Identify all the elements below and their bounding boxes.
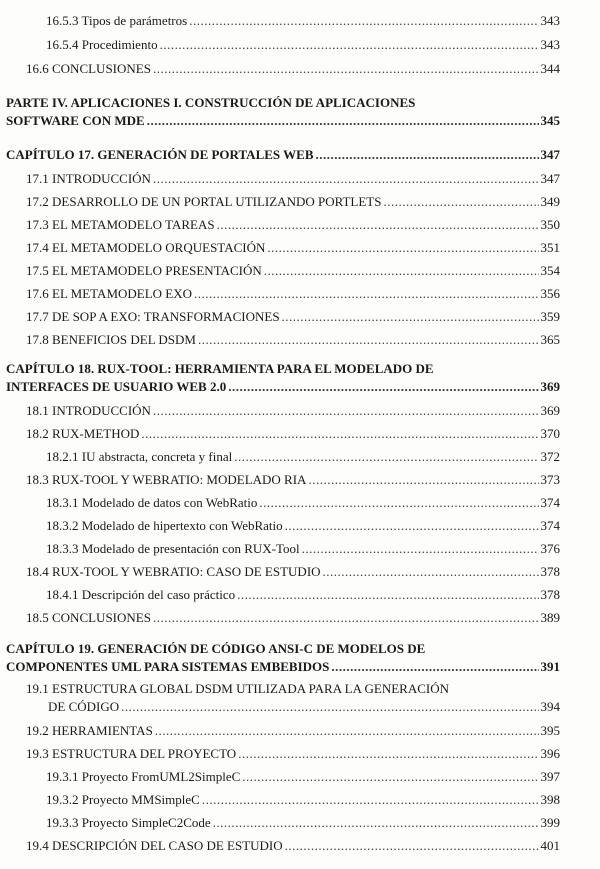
toc-entry-page: 343: [540, 37, 560, 52]
dot-leader: [316, 146, 539, 164]
toc-entry-19-3-1: [46, 768, 560, 786]
toc-entry-title: 17.6 EL METAMODELO EXO: [26, 286, 193, 301]
toc-entry-title: 16.5.3 Tipos de parámetros: [46, 13, 188, 28]
dot-leader: [259, 494, 538, 512]
dot-leader: [141, 425, 538, 443]
toc-entry-title: 18.3.1 Modelado de datos con WebRatio: [46, 495, 258, 510]
dot-leader: [121, 698, 538, 716]
toc-entry-18-4-1: [46, 586, 560, 604]
toc-entry-page: 394: [540, 699, 560, 714]
toc-entry-title: 18.2.1 IU abstracta, concreta y final: [46, 449, 233, 464]
toc-entry-page: 347: [540, 171, 560, 186]
toc-entry-19-3: [26, 745, 560, 763]
dot-leader: [198, 331, 539, 349]
toc-entry-page: 343: [540, 13, 560, 28]
toc-entry-title: 18.3.2 Modelado de hipertexto con WebRatio: [46, 518, 283, 533]
dot-leader: [285, 517, 539, 535]
chapter-19-heading-line1: CAPÍTULO 19. GENERACIÓN DE CÓDIGO ANSI-C DE MODELOS DE: [6, 641, 426, 656]
toc-entry-page: 391: [540, 659, 560, 674]
toc-entry-title: 18.3.3 Modelado de presentación con RUX-Tool: [46, 541, 300, 556]
toc-entry-17-8: [26, 331, 560, 349]
dot-leader: [153, 170, 539, 188]
toc-entry-18-3: [26, 471, 560, 489]
dot-leader: [194, 285, 538, 303]
toc-entry-page: 401: [540, 838, 560, 853]
toc-entry-title: 19.3.1 Proyecto FromUML2SimpleC: [46, 769, 241, 784]
toc-entry-title: 17.8 BENEFICIOS DEL DSDM: [26, 332, 196, 347]
dot-leader: [267, 239, 538, 257]
section-19-1-line1: 19.1 ESTRUCTURA GLOBAL DSDM UTILIZADA PARA LA GENERACIÓN: [26, 681, 450, 696]
toc-entry-18-3-1: [46, 494, 560, 512]
dot-leader: [217, 216, 539, 234]
dot-leader: [202, 791, 539, 809]
toc-entry-title: 16.6 CONCLUSIONES: [26, 61, 151, 76]
toc-entry-page: 349: [540, 194, 560, 209]
dot-leader: [234, 448, 538, 466]
toc-entry-title: 17.5 EL METAMODELO PRESENTACIÓN: [26, 263, 262, 278]
dot-leader: [153, 60, 539, 78]
toc-entry-19-4: [26, 837, 560, 855]
toc-entry-page: 351: [540, 240, 560, 255]
toc-entry-18-3-3: [46, 540, 560, 558]
toc-entry-18-1: [26, 402, 560, 420]
dot-leader: [228, 378, 538, 396]
toc-entry-17-1: [26, 170, 560, 188]
toc-entry-page: 374: [540, 495, 560, 510]
toc-entry-title: SOFTWARE CON MDE: [6, 113, 145, 128]
toc-entry-title: 19.4 DESCRIPCIÓN DEL CASO DE ESTUDIO: [26, 838, 283, 853]
dot-leader: [264, 262, 539, 280]
toc-entry-title: 19.3 ESTRUCTURA DEL PROYECTO: [26, 746, 237, 761]
toc-entry-page: 365: [540, 332, 560, 347]
toc-entry-19-3-2: [46, 791, 560, 809]
dot-leader: [147, 112, 539, 130]
toc-entry-title: 16.5.4 Procedimiento: [46, 37, 158, 52]
toc-entry-title: COMPONENTES UML PARA SISTEMAS EMBEBIDOS: [6, 659, 330, 674]
toc-entry-title: CAPÍTULO 17. GENERACIÓN DE PORTALES WEB: [6, 147, 314, 162]
toc-entry-title: DE CÓDIGO: [48, 699, 120, 714]
toc-entry-title: 18.4.1 Descripción del caso práctico: [46, 587, 236, 602]
toc-entry-page: 374: [540, 518, 560, 533]
toc-entry-17-6: [26, 285, 560, 303]
toc-entry-page: 350: [540, 217, 560, 232]
toc-entry-17-2: [26, 193, 560, 211]
dot-leader: [242, 768, 538, 786]
toc-entry-page: 376: [540, 541, 560, 556]
toc-entry-19-1: [48, 698, 560, 716]
toc-entry-title: 18.5 CONCLUSIONES: [26, 610, 151, 625]
toc-entry-title: 19.3.2 Proyecto MMSimpleC: [46, 792, 200, 807]
toc-entry-chapter-17: [6, 146, 560, 164]
toc-entry-16-5-3: [46, 12, 560, 30]
dot-leader: [189, 12, 538, 30]
toc-entry-17-7: [26, 308, 560, 326]
toc-entry-16-5-4: [46, 36, 560, 54]
dot-leader: [238, 745, 538, 763]
toc-entry-page: 378: [540, 587, 560, 602]
toc-entry-page: 356: [540, 286, 560, 301]
toc-entry-page: 373: [540, 472, 560, 487]
toc-entry-title: 17.2 DESARROLLO DE UN PORTAL UTILIZANDO PORTLETS: [26, 194, 382, 209]
toc-entry-title: 17.4 EL METAMODELO ORQUESTACIÓN: [26, 240, 266, 255]
toc-entry-page: 359: [540, 309, 560, 324]
toc-entry-title: 19.2 HERRAMIENTAS: [26, 723, 153, 738]
dot-leader: [285, 837, 539, 855]
toc-entry-chapter-19: [6, 658, 560, 676]
toc-entry-page: 369: [540, 403, 560, 418]
toc-entry-page: 345: [540, 113, 560, 128]
dot-leader: [383, 193, 538, 211]
toc-entry-title: 19.3.3 Proyecto SimpleC2Code: [46, 815, 211, 830]
dot-leader: [308, 471, 538, 489]
dot-leader: [213, 814, 539, 832]
toc-entry-page: 347: [540, 147, 560, 162]
toc-entry-title: INTERFACES DE USUARIO WEB 2.0: [6, 379, 227, 394]
dot-leader: [302, 540, 539, 558]
dot-leader: [160, 36, 539, 54]
chapter-18-heading-line1: CAPÍTULO 18. RUX-TOOL: HERRAMIENTA PARA EL MODELADO DE: [6, 361, 434, 376]
toc-entry-page: 372: [540, 449, 560, 464]
toc-entry-page: 399: [540, 815, 560, 830]
toc-entry-title: 18.2 RUX-METHOD: [26, 426, 140, 441]
dot-leader: [237, 586, 538, 604]
toc-entry-18-2: [26, 425, 560, 443]
toc-entry-page: 354: [540, 263, 560, 278]
toc-entry-19-3-3: [46, 814, 560, 832]
toc-entry-page: 370: [540, 426, 560, 441]
toc-entry-page: 344: [540, 61, 560, 76]
part-iv-heading-line1: PARTE IV. APLICACIONES I. CONSTRUCCIÓN DE APLICACIONES: [6, 95, 416, 110]
toc-entry-16-6: [26, 60, 560, 78]
toc-entry-18-4: [26, 563, 560, 581]
toc-entry-page: 389: [540, 610, 560, 625]
toc-entry-17-5: [26, 262, 560, 280]
toc-entry-17-4: [26, 239, 560, 257]
toc-entry-18-2-1: [46, 448, 560, 466]
toc-entry-title: 18.4 RUX-TOOL Y WEBRATIO: CASO DE ESTUDIO: [26, 564, 321, 579]
toc-entry-19-2: [26, 722, 560, 740]
dot-leader: [153, 402, 539, 420]
toc-entry-page: 396: [540, 746, 560, 761]
toc-entry-page: 397: [540, 769, 560, 784]
toc-entry-17-3: [26, 216, 560, 234]
toc-entry-title: 17.7 DE SOP A EXO: TRANSFORMACIONES: [26, 309, 280, 324]
toc-entry-title: 18.1 INTRODUCCIÓN: [26, 403, 151, 418]
toc-entry-part-iv: [6, 112, 560, 130]
toc-entry-page: 378: [540, 564, 560, 579]
toc-entry-title: 17.1 INTRODUCCIÓN: [26, 171, 151, 186]
dot-leader: [331, 658, 538, 676]
toc-entry-18-5: [26, 609, 560, 627]
toc-entry-title: 18.3 RUX-TOOL Y WEBRATIO: MODELADO RIA: [26, 472, 307, 487]
dot-leader: [155, 722, 539, 740]
dot-leader: [323, 563, 539, 581]
dot-leader: [282, 308, 539, 326]
toc-entry-page: 395: [540, 723, 560, 738]
toc-entry-page: 369: [540, 379, 560, 394]
toc-entry-chapter-18: [6, 378, 560, 396]
toc-entry-18-3-2: [46, 517, 560, 535]
toc-entry-page: 398: [540, 792, 560, 807]
toc-entry-title: 17.3 EL METAMODELO TAREAS: [26, 217, 215, 232]
dot-leader: [153, 609, 539, 627]
